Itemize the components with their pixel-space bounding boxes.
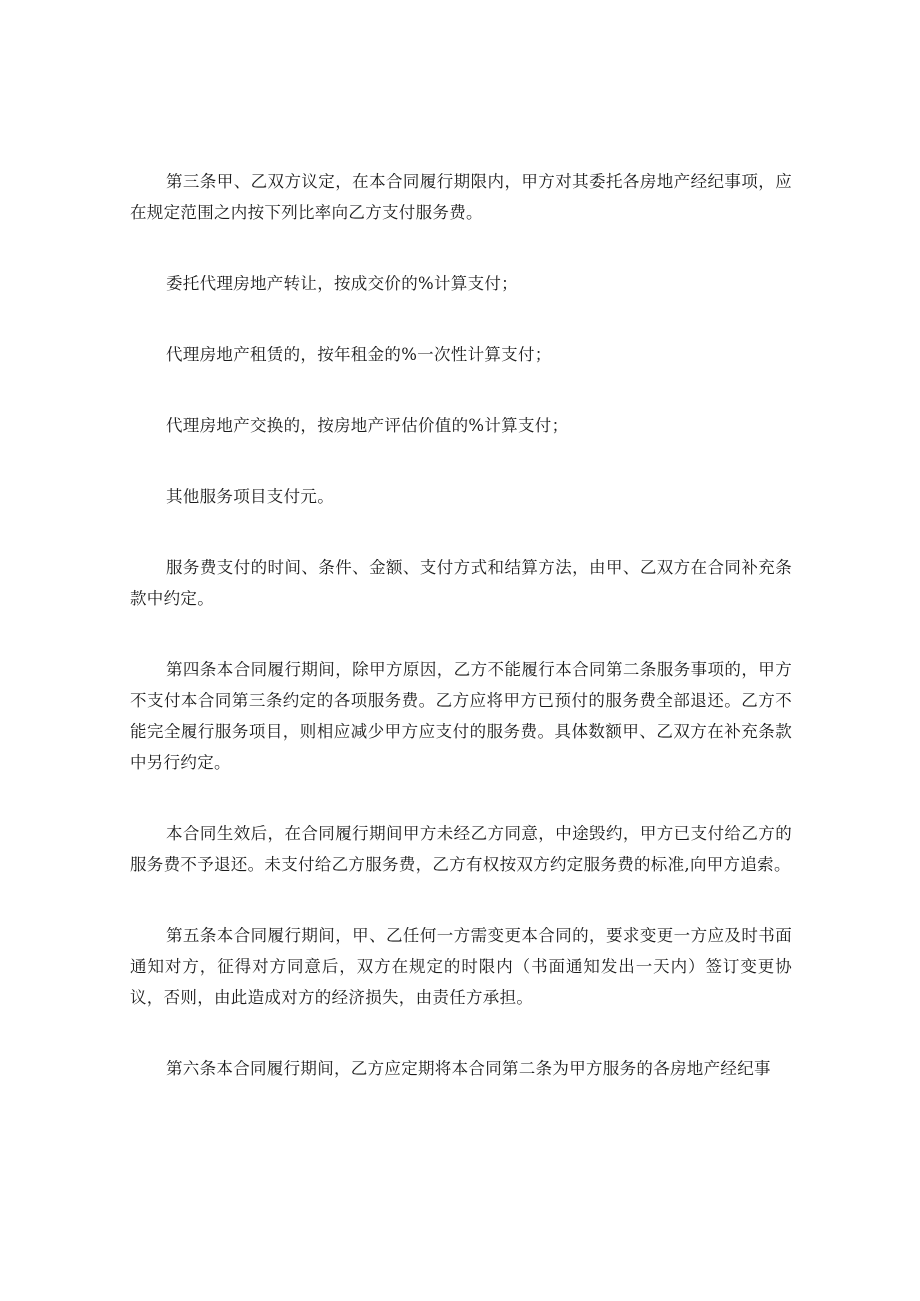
paragraph-breach: 本合同生效后，在合同履行期间甲方未经乙方同意，中途毁约，甲方已支付给乙方的服务费不予退还。未支付给乙方服务费，乙方有权按双方约定服务费的标准,向甲方追索。 xyxy=(130,824,792,874)
paragraph-article-3: 第三条甲、乙双方议定，在本合同履行期限内，甲方对其委托各房地产经纪事项，应在规定范围之内按下列比率向乙方支付服务费。 xyxy=(130,172,792,222)
paragraph-payment-terms: 服务费支付的时间、条件、金额、支付方式和结算方法，由甲、乙双方在合同补充条款中约定。 xyxy=(130,558,792,608)
paragraph-fee-exchange: 代理房地产交换的，按房地产评估价值的%计算支付； xyxy=(166,416,569,435)
paragraph-fee-other: 其他服务项目支付元。 xyxy=(166,487,334,506)
paragraph-article-6: 第六条本合同履行期间，乙方应定期将本合同第二条为甲方服务的各房地产经纪事 xyxy=(166,1059,771,1078)
paragraph-fee-lease: 代理房地产租赁的，按年租金的%一次性计算支付； xyxy=(166,345,552,364)
document-page xyxy=(130,166,792,1084)
paragraph-fee-transfer: 委托代理房地产转让，按成交价的%计算支付； xyxy=(166,274,518,293)
paragraph-article-5: 第五条本合同履行期间，甲、乙任何一方需变更本合同的，要求变更一方应及时书面通知对方，征得对方同意后，双方在规定的时限内（书面通知发出一天内）签订变更协议，否则，由此造成对方的经济损失，由责任方承担。 xyxy=(130,926,792,1007)
paragraph-article-4: 第四条本合同履行期间，除甲方原因，乙方不能履行本合同第二条服务事项的，甲方不支付本合同第三条约定的各项服务费。乙方应将甲方已预付的服务费全部退还。乙方不能完全履行服务项目，则相应减少甲方应支付的服务费。具体数额甲、乙双方在补充条款中另行约定。 xyxy=(130,660,792,772)
